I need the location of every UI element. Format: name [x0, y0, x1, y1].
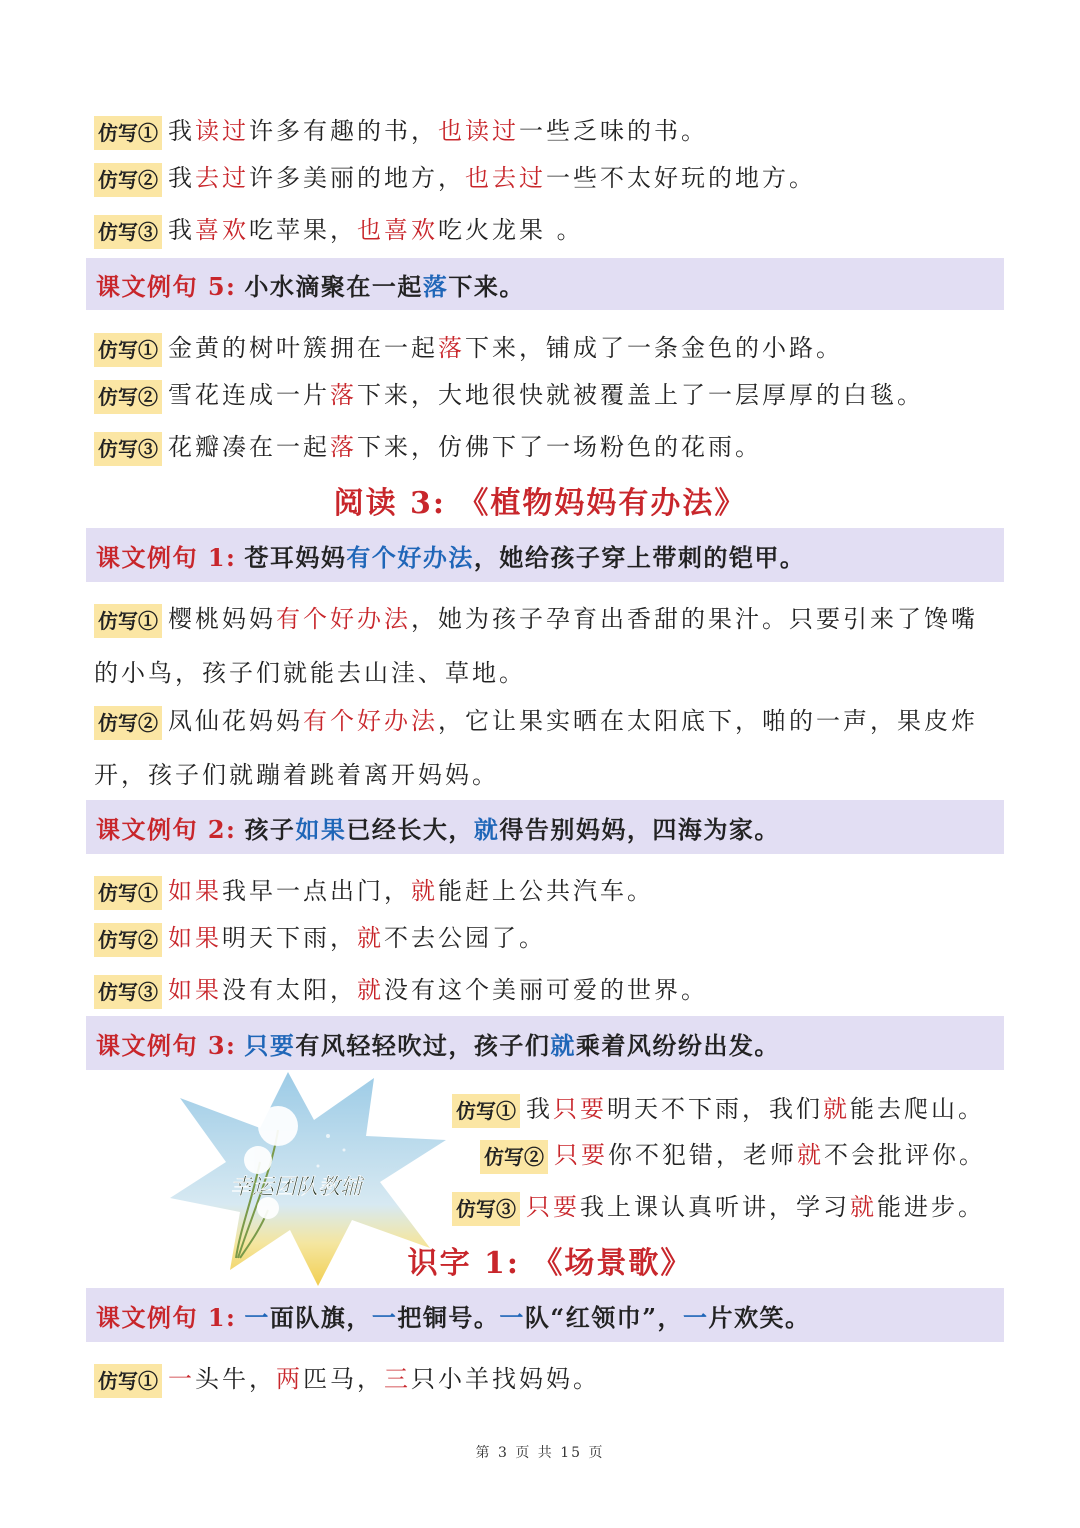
- imitation-row: 仿写③ 我喜欢吃苹果，也喜欢吃火龙果 。: [94, 213, 584, 249]
- section-title: 识字 1: 《场景歌》: [407, 1246, 693, 1281]
- imitation-tag: 仿写③: [452, 1192, 520, 1226]
- imitation-tag: 仿写③: [94, 432, 162, 466]
- imitation-row: 仿写③ 花瓣凑在一起落下来，仿佛下了一场粉色的花雨。: [94, 430, 762, 466]
- imitation-paragraph: 仿写② 凤仙花妈妈有个好办法，它让果实晒在太阳底下，啪的一声，果皮炸开，孩子们就蹦着跳着离开妈妈。: [94, 707, 978, 789]
- imitation-row: 仿写② 只要你不犯错，老师就不会批评你。: [480, 1138, 986, 1174]
- imitation-tag: 仿写②: [94, 380, 162, 414]
- imitation-tag: 仿写①: [94, 333, 162, 367]
- imitation-tag: 仿写①: [94, 604, 162, 638]
- imitation-row: 仿写③ 只要我上课认真听讲，学习就能进步。: [452, 1190, 985, 1226]
- imitation-row: 仿写② 如果明天下雨，就不去公园了。: [94, 921, 546, 957]
- example-sentence-band: 课文例句 5: 小水滴聚在一起 落 下来。: [86, 258, 1004, 310]
- imitation-row: 仿写① 一头牛，两匹马，三只小羊找妈妈。: [94, 1362, 600, 1398]
- imitation-row: 仿写② 雪花连成一片落下来，大地很快就被覆盖上了一层厚厚的白毯。: [94, 378, 924, 414]
- example-sentence-band: 课文例句 1: 一 面队旗， 一 把铜号。 一 队“红领巾”， 一 片欢笑。: [86, 1288, 1004, 1342]
- imitation-tag: 仿写①: [94, 876, 162, 910]
- imitation-tag: 仿写①: [94, 116, 162, 150]
- example-sentence-band: 课文例句 3: 只要 有风轻轻吹过，孩子们 就 乘着风纷纷出发。: [86, 1016, 1004, 1070]
- example-sentence-band: 课文例句 1: 苍耳妈妈 有个好办法 ，她给孩子穿上带刺的铠甲。: [86, 528, 1004, 582]
- imitation-row: 仿写② 我去过许多美丽的地方，也去过一些不太好玩的地方。: [94, 161, 816, 197]
- imitation-tag: 仿写②: [94, 706, 162, 740]
- imitation-tag: 仿写①: [94, 1364, 162, 1398]
- imitation-tag: 仿写②: [94, 163, 162, 197]
- page-total: 15: [560, 1445, 583, 1461]
- watermark-text: 幸运团队教辅: [230, 1175, 363, 1200]
- imitation-tag: 仿写①: [452, 1094, 520, 1128]
- page-number: 3: [497, 1445, 509, 1461]
- imitation-row: 仿写③ 如果没有太阳，就没有这个美丽可爱的世界。: [94, 973, 708, 1009]
- imitation-paragraph: 仿写① 樱桃妈妈有个好办法，她为孩子孕育出香甜的果汁。只要引来了馋嘴的小鸟，孩子们就能去山洼、草地。: [94, 605, 978, 687]
- page-footer: 第 3 页 共 15 页: [475, 1445, 605, 1461]
- imitation-row: 仿写① 我读过许多有趣的书，也读过一些乏味的书。: [94, 114, 708, 150]
- imitation-tag: 仿写③: [94, 215, 162, 249]
- imitation-tag: 仿写②: [94, 923, 162, 957]
- imitation-row: 仿写① 金黄的树叶簇拥在一起落下来，铺成了一条金色的小路。: [94, 331, 843, 367]
- section-title: 阅读 3: 《植物妈妈有办法》: [333, 486, 747, 521]
- imitation-row: 仿写① 我只要明天不下雨，我们就能去爬山。: [452, 1092, 985, 1128]
- imitation-tag: 仿写②: [480, 1140, 548, 1174]
- imitation-tag: 仿写③: [94, 975, 162, 1009]
- example-sentence-band: 课文例句 2: 孩子 如果 已经长大， 就 得告别妈妈，四海为家。: [86, 800, 1004, 854]
- imitation-row: 仿写① 如果我早一点出门，就能赶上公共汽车。: [94, 874, 654, 910]
